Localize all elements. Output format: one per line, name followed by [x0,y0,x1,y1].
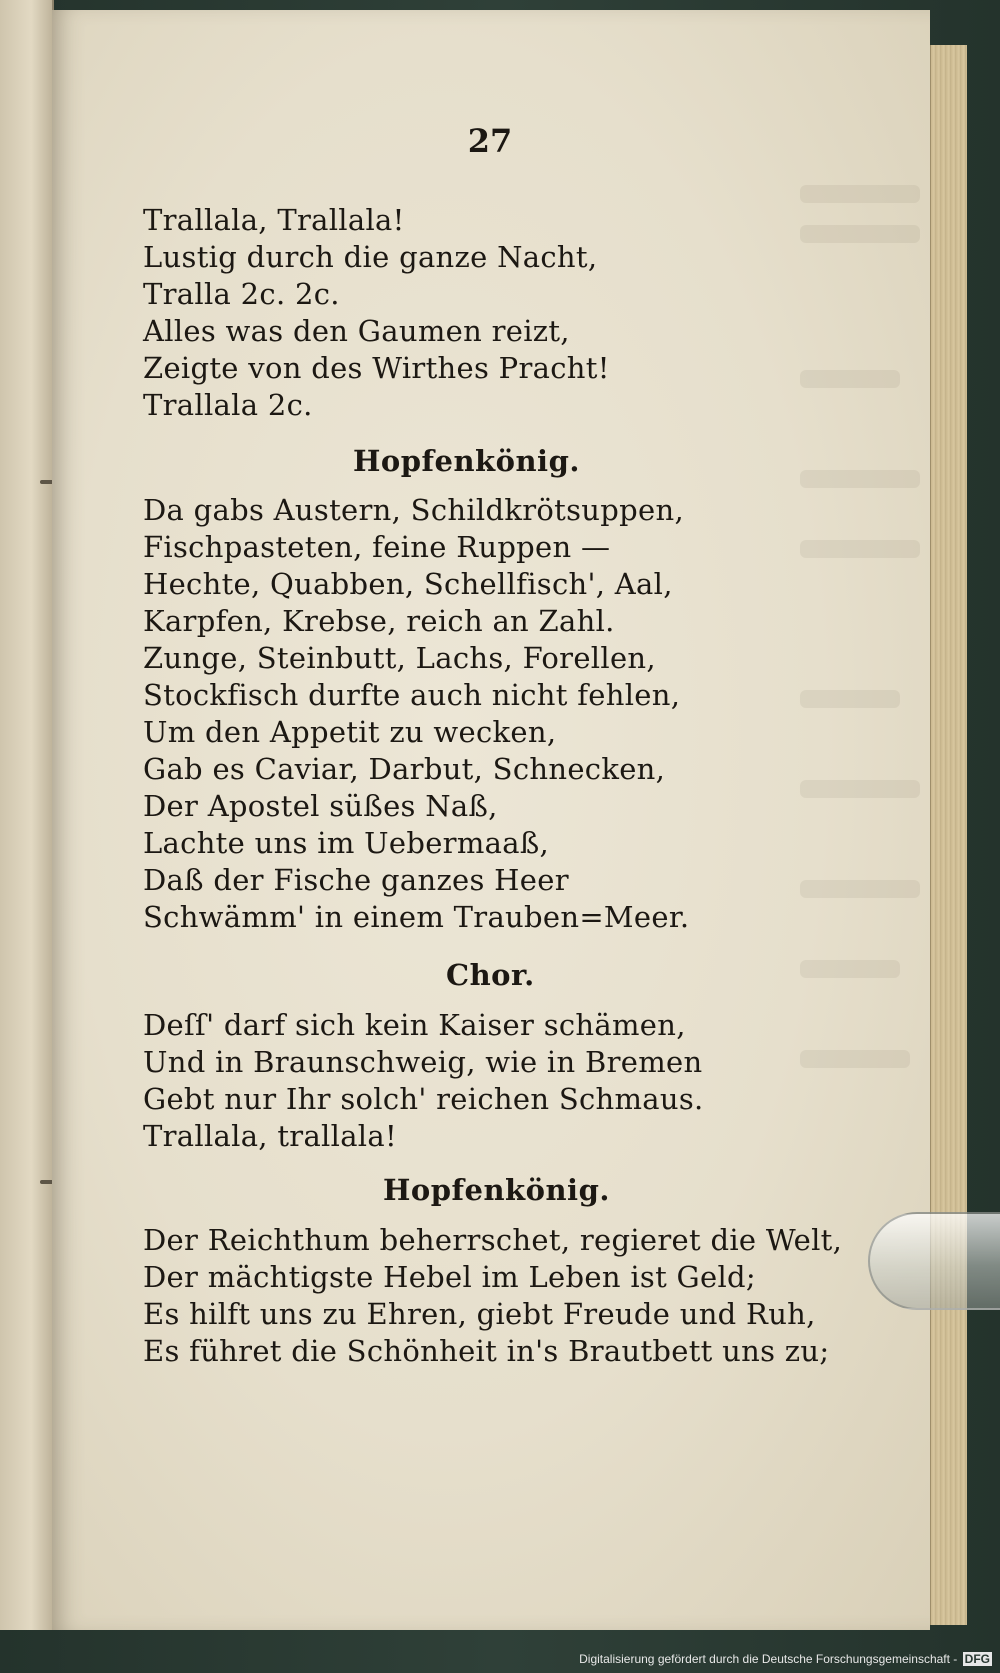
verse-line: Daß der Fische ganzes Heer [143,863,569,897]
verse-line: Trallala, Trallala! [143,203,405,237]
verse-line: Gebt nur Ihr solch' reichen Schmaus. [143,1082,704,1116]
verse-line: Um den Appetit zu wecken, [143,715,557,749]
show-through-text [800,1050,910,1068]
verse-line: Der mächtigste Hebel im Leben ist Geld; [143,1260,756,1294]
verse-line: Lustig durch die ganze Nacht, [143,240,598,274]
verse-line: Tralla 2c. 2c. [143,277,340,311]
verse-line: Es hilft uns zu Ehren, giebt Freude und Ruh, [143,1297,816,1331]
verse-line: Alles was den Gaumen reizt, [143,314,570,348]
verse-line: Deſſ' darf sich kein Kaiser schämen, [143,1008,686,1042]
verse-line: Stockfisch durfte auch nicht fehlen, [143,678,681,712]
show-through-text [800,185,920,203]
verse-line: Lachte uns im Uebermaaß, [143,826,550,860]
verse-line: Zeigte von des Wirthes Pracht! [143,351,610,385]
speaker-heading: Hopfenkönig. [353,444,580,478]
show-through-text [800,690,900,708]
verse-line: Da gabs Austern, Schildkrötsuppen, [143,493,684,527]
verse-line: Der Reichthum beherrschet, regieret die Welt, [143,1223,843,1257]
previous-page-edge [0,0,54,1630]
show-through-text [800,470,920,488]
show-through-text [800,880,920,898]
show-through-text [800,960,900,978]
verse-line: Schwämm' in einem Trauben=Meer. [143,900,690,934]
show-through-text [800,370,900,388]
verse-line: Fischpasteten, feine Ruppen — [143,530,611,564]
page-edge-stack [930,45,967,1625]
verse-line: Hechte, Quabben, Schellfisch', Aal, [143,567,673,601]
speaker-heading: Hopfenkönig. [383,1173,610,1207]
dfg-logo: DFG [964,1652,990,1666]
verse-line: Und in Braunschweig, wie in Bremen [143,1045,703,1079]
credit-text: Digitalisierung gefördert durch die Deutsche Forschungsgemeinschaft - [579,1652,958,1666]
glass-clamp-reflection [868,1212,1000,1310]
verse-line: Trallala, trallala! [143,1119,397,1153]
page-number: 27 [467,122,513,160]
verse-line: Zunge, Steinbutt, Lachs, Forellen, [143,641,656,675]
verse-line: Karpfen, Krebse, reich an Zahl. [143,604,615,638]
show-through-text [800,540,920,558]
verse-line: Es führet die Schönheit in's Brautbett uns zu; [143,1334,830,1368]
show-through-text [800,225,920,243]
digitization-credit [579,1652,992,1666]
verse-line: Gab es Caviar, Darbut, Schnecken, [143,752,666,786]
verse-line: Trallala 2c. [143,388,313,422]
verse-line: Der Apostel süßes Naß, [143,789,498,823]
speaker-heading: Chor. [446,958,535,992]
show-through-text [800,780,920,798]
